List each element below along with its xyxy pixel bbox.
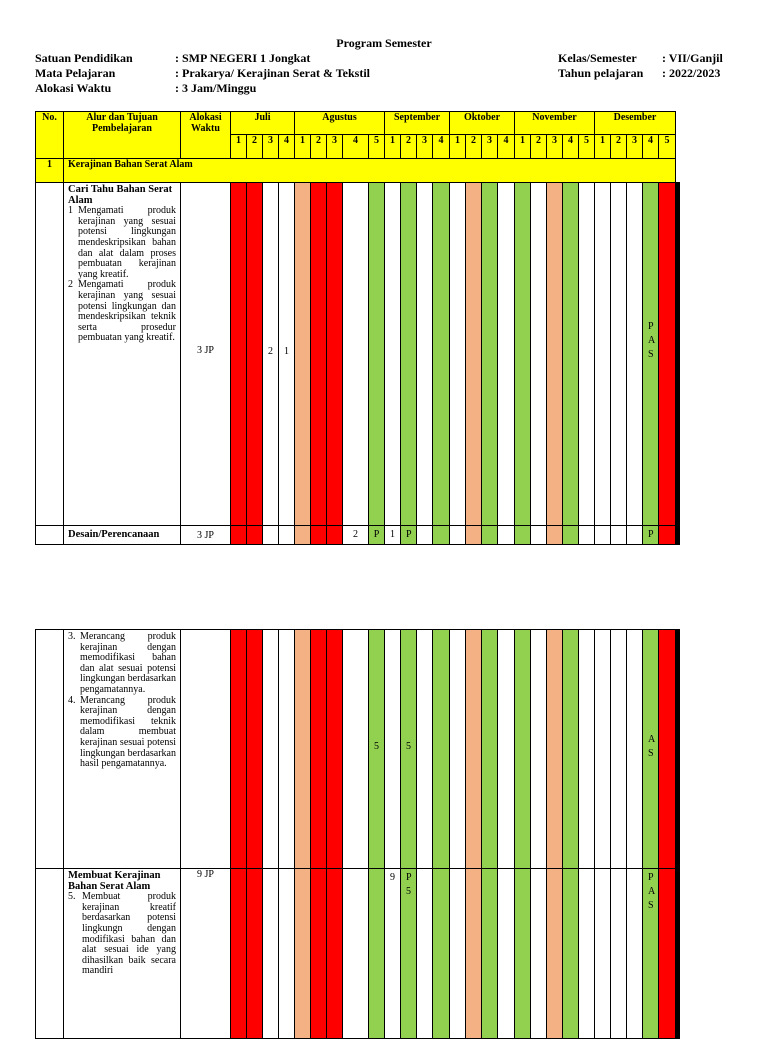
week-cell (679, 630, 680, 869)
week-cell (482, 183, 498, 526)
week-number: 3 (417, 135, 433, 159)
learning-objective (64, 183, 181, 526)
week-cell (611, 630, 627, 869)
row-no (36, 526, 64, 545)
week-number: 5 (659, 135, 676, 159)
row-no (36, 630, 64, 869)
week-cell (311, 183, 327, 526)
week-number: 1 (385, 135, 401, 159)
week-cell (627, 526, 643, 545)
week-cell (263, 526, 279, 545)
info-label: Satuan Pendidikan (35, 51, 133, 65)
week-number: 3 (482, 135, 498, 159)
week-cell: P (401, 526, 417, 545)
week-cell (295, 183, 311, 526)
header-no: No. (36, 112, 64, 159)
week-cell (295, 869, 311, 1039)
week-cell (466, 869, 482, 1039)
week-number: 1 (595, 135, 611, 159)
week-cell (450, 630, 466, 869)
vertical-letter: P (648, 321, 654, 332)
week-cell (369, 183, 385, 526)
week-cell: 2 (343, 526, 369, 545)
week-cell (498, 630, 515, 869)
week-number: 4 (498, 135, 515, 159)
week-cell (343, 869, 369, 1039)
week-cell (385, 183, 401, 526)
week-number: 4 (643, 135, 659, 159)
week-cell (659, 869, 676, 1039)
week-cell (498, 869, 515, 1039)
info-label: Kelas/Semester (558, 51, 637, 65)
week-cell (247, 630, 263, 869)
time-allocation (181, 630, 231, 869)
week-cell (595, 183, 611, 526)
week-cell (343, 630, 369, 869)
week-cell (311, 630, 327, 869)
vertical-letter: P (648, 872, 654, 883)
week-cell (579, 630, 595, 869)
week-cell (679, 183, 680, 526)
week-cell (643, 630, 659, 869)
document-title: Program Semester (336, 36, 432, 50)
time-allocation: 3 JP (181, 183, 231, 526)
month-header: Oktober (450, 112, 515, 135)
week-cell (343, 183, 369, 526)
week-cell (547, 183, 563, 526)
week-cell: P (369, 526, 385, 545)
objective-heading: Membuat Kerajinan Bahan Serat Alam (68, 870, 161, 892)
month-header: September (385, 112, 450, 135)
info-label: Mata Pelajaran (35, 66, 116, 80)
week-cell (263, 630, 279, 869)
week-number: 3 (547, 135, 563, 159)
week-cell (482, 630, 498, 869)
week-number: 4 (563, 135, 579, 159)
week-cell (433, 526, 450, 545)
week-cell (433, 869, 450, 1039)
section-no: 1 (36, 159, 64, 183)
week-number: 4 (279, 135, 295, 159)
week-cell (643, 183, 659, 526)
objective-item: 5. Membuat produk kerajinan kreatif berdasarkan potensi lingkungn dengan modifikasi bahan dan alat sesuai ide yang dihasilkan baik secara mandiri (68, 891, 176, 977)
week-cell (547, 526, 563, 545)
week-cell (295, 630, 311, 869)
week-cell (515, 183, 531, 526)
semester-program-table-continued (35, 629, 680, 1039)
row-no (36, 183, 64, 526)
section-title: Kerajinan Bahan Serat Alam (64, 159, 676, 183)
info-value: : VII/Ganjil (662, 51, 723, 65)
week-number: 2 (466, 135, 482, 159)
week-mark: 5 (406, 886, 411, 897)
month-header: November (515, 112, 595, 135)
week-cell (327, 869, 343, 1039)
week-cell (247, 526, 263, 545)
week-cell (450, 869, 466, 1039)
week-cell (627, 869, 643, 1039)
info-left (35, 51, 370, 96)
week-cell (311, 526, 327, 545)
week-cell (231, 526, 247, 545)
week-number: 5 (579, 135, 595, 159)
week-number: 1 (295, 135, 311, 159)
week-cell (231, 869, 247, 1039)
week-number: 2 (247, 135, 263, 159)
week-cell: 9 (385, 869, 401, 1039)
learning-objective (64, 869, 181, 1039)
week-number: 3 (263, 135, 279, 159)
week-cell: 2 (263, 183, 279, 526)
info-label: Tahun pelajaran (558, 66, 644, 80)
week-cell (579, 526, 595, 545)
week-cell (595, 869, 611, 1039)
week-cell (433, 183, 450, 526)
week-cell: 5 (369, 630, 385, 869)
month-header: Agustus (295, 112, 385, 135)
week-cell (466, 183, 482, 526)
info-value: : 3 Jam/Minggu (175, 81, 257, 95)
week-cell: 5 (401, 630, 417, 869)
week-cell (563, 869, 579, 1039)
week-cell (611, 526, 627, 545)
week-cell (563, 183, 579, 526)
week-cell (247, 183, 263, 526)
week-cell (659, 183, 676, 526)
week-cell (401, 869, 417, 1039)
week-number: 1 (450, 135, 466, 159)
week-number: 4 (433, 135, 450, 159)
week-cell (595, 630, 611, 869)
week-number: 3 (327, 135, 343, 159)
vertical-letter: S (648, 748, 654, 759)
week-number: 2 (401, 135, 417, 159)
learning-objective: Desain/Perencanaan (64, 526, 181, 545)
week-cell (515, 526, 531, 545)
week-cell (531, 869, 547, 1039)
vertical-letter: A (648, 734, 656, 745)
week-cell (547, 869, 563, 1039)
info-value: : SMP NEGERI 1 Jongkat (175, 51, 311, 65)
week-cell (450, 183, 466, 526)
time-allocation: 9 JP (181, 869, 231, 1039)
week-cell (627, 183, 643, 526)
week-cell (231, 183, 247, 526)
week-cell (231, 630, 247, 869)
week-cell (295, 526, 311, 545)
week-cell (327, 630, 343, 869)
week-cell (595, 526, 611, 545)
week-number: 1 (231, 135, 247, 159)
week-cell (515, 869, 531, 1039)
header-alur: Alur dan Tujuan Pembelajaran (64, 112, 181, 159)
week-cell (433, 630, 450, 869)
week-cell (417, 526, 433, 545)
week-cell (279, 526, 295, 545)
week-cell (515, 630, 531, 869)
week-cell (627, 630, 643, 869)
week-cell (531, 526, 547, 545)
week-cell (659, 630, 676, 869)
week-number: 5 (369, 135, 385, 159)
time-allocation: 3 JP (181, 526, 231, 545)
week-cell (279, 869, 295, 1039)
week-cell (327, 526, 343, 545)
week-cell (531, 183, 547, 526)
week-cell (531, 630, 547, 869)
week-cell (417, 630, 433, 869)
week-cell (659, 526, 676, 545)
week-cell (417, 869, 433, 1039)
week-cell (385, 630, 401, 869)
week-cell (579, 183, 595, 526)
week-number: 3 (627, 135, 643, 159)
objective-item: 3. Merancang produk kerajinan dengan memodifikasi bahan dan alat sesuai potensi lingkungan berdasarkan pengamatannya. (68, 631, 176, 695)
objective-item: 4. Merancang produk kerajinan dengan memodifikasi teknik dalam membuat kerajinan sesuai potensi lingkungan berdasarkan hasil pengamatannya. (68, 694, 176, 770)
info-right (558, 51, 723, 81)
objective-item: 1 Mengamati produk kerajinan yang sesuai potensi lingkungan mendeskripsikan bahan dan alat dalam proses pembuatan kerajinan yang kreatif. (68, 205, 176, 280)
semester-program-table (35, 111, 680, 545)
week-cell: 1 (279, 183, 295, 526)
week-cell (679, 526, 680, 545)
week-cell (417, 183, 433, 526)
vertical-letter: S (648, 349, 654, 360)
learning-objective (64, 630, 181, 869)
week-cell (263, 869, 279, 1039)
info-value: : 2022/2023 (662, 66, 721, 80)
vertical-letter: A (648, 886, 656, 897)
week-cell (311, 869, 327, 1039)
week-cell (466, 526, 482, 545)
week-cell: 1 (385, 526, 401, 545)
week-cell (579, 869, 595, 1039)
info-value: : Prakarya/ Kerajinan Serat & Tekstil (175, 66, 370, 80)
week-cell (450, 526, 466, 545)
week-cell: P (643, 526, 659, 545)
week-cell (279, 630, 295, 869)
week-cell (498, 183, 515, 526)
week-cell (466, 630, 482, 869)
week-cell (547, 630, 563, 869)
info-label: Alokasi Waktu (35, 81, 112, 95)
week-cell (247, 869, 263, 1039)
week-number: 2 (611, 135, 627, 159)
week-number: 2 (311, 135, 327, 159)
week-cell (563, 526, 579, 545)
week-cell (498, 526, 515, 545)
week-cell (369, 869, 385, 1039)
row-no (36, 869, 64, 1039)
objective-heading: Cari Tahu Bahan Serat Alam (68, 184, 173, 206)
week-cell (643, 869, 659, 1039)
objective-item: 2 Mengamati produk kerajinan yang sesuai potensi lingkungan dan mendeskripsikan teknik serta prosedur pembuatan yang kreatif. (68, 279, 176, 344)
vertical-letter: A (648, 335, 656, 346)
week-cell (401, 183, 417, 526)
week-cell (679, 869, 680, 1039)
vertical-letter: S (648, 900, 654, 911)
month-header: Juli (231, 112, 295, 135)
week-cell (482, 526, 498, 545)
week-mark: P (406, 872, 412, 883)
week-number: 4 (343, 135, 369, 159)
month-header: Desember (595, 112, 676, 135)
header-alokasi: Alokasi Waktu (181, 112, 231, 159)
week-cell (563, 630, 579, 869)
week-cell (327, 183, 343, 526)
week-number: 2 (531, 135, 547, 159)
week-number: 1 (515, 135, 531, 159)
week-cell (611, 183, 627, 526)
week-cell (611, 869, 627, 1039)
week-cell (482, 869, 498, 1039)
